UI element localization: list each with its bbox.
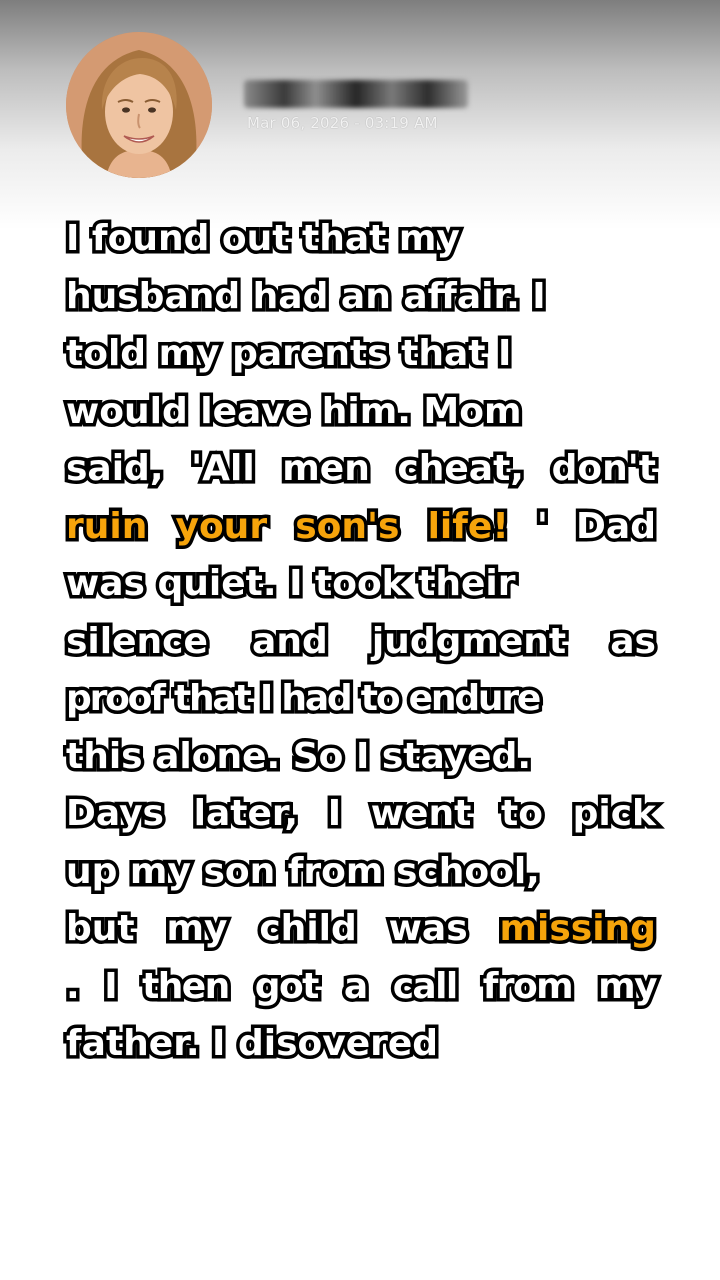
story-text xyxy=(66,210,656,1073)
story-word: child xyxy=(259,908,357,949)
story-word: told my parents that I xyxy=(66,333,512,374)
story-line xyxy=(66,268,656,326)
story-line xyxy=(66,728,656,786)
highlighted-word: your xyxy=(175,505,268,547)
story-word: a xyxy=(343,965,367,1007)
story-word: 'All xyxy=(191,448,255,489)
story-word: then xyxy=(142,965,229,1007)
story-line xyxy=(66,440,656,498)
story-word: father. I disovered xyxy=(66,1023,439,1064)
story-word: men xyxy=(282,448,370,489)
story-word: Dad xyxy=(576,505,656,547)
story-word: and xyxy=(252,620,328,662)
story-line xyxy=(66,900,656,958)
story-word: later, xyxy=(193,793,299,834)
story-line xyxy=(66,383,656,441)
story-word: I xyxy=(327,793,342,834)
highlighted-word: life! xyxy=(427,505,509,547)
story-word: I xyxy=(104,965,117,1007)
story-word: from xyxy=(482,965,573,1007)
highlighted-word: ruin xyxy=(66,505,148,547)
story-line xyxy=(66,210,656,268)
story-word: would leave him. Mom xyxy=(66,390,522,432)
story-word: call xyxy=(392,965,457,1007)
story-word: don't xyxy=(551,448,656,489)
story-word: to xyxy=(500,793,543,834)
story-word: silence xyxy=(66,620,208,662)
story-word: was quiet. I took their xyxy=(66,563,516,604)
story-word: proof that I had to endure xyxy=(66,678,540,719)
story-line xyxy=(66,958,656,1016)
story-word: up my son from school, xyxy=(66,850,540,892)
story-line xyxy=(66,498,656,556)
story-word: Days xyxy=(66,793,164,834)
highlighted-word: son's xyxy=(295,505,400,547)
post-header xyxy=(0,0,720,200)
story-word: . xyxy=(66,965,79,1007)
story-word: judgment xyxy=(371,620,567,662)
username[interactable] xyxy=(244,80,468,108)
story-word: pick xyxy=(572,793,656,834)
story-word: was xyxy=(388,908,468,949)
story-word: as xyxy=(610,620,656,662)
story-word: husband had an affair. I xyxy=(66,275,546,317)
story-line xyxy=(66,613,656,671)
highlighted-word: missing xyxy=(499,908,656,949)
story-line xyxy=(66,785,656,843)
story-word: my xyxy=(166,908,228,949)
post-timestamp: Mar 06, 2026 - 03:19 AM xyxy=(247,114,438,132)
story-word: I found out that my xyxy=(66,218,460,259)
story-word: said, xyxy=(66,448,164,489)
story-line xyxy=(66,555,656,613)
story-line xyxy=(66,670,656,728)
story-line xyxy=(66,1015,656,1073)
story-word: but xyxy=(66,908,135,949)
story-word: cheat, xyxy=(397,448,524,489)
story-word: got xyxy=(254,965,318,1007)
story-word: ' xyxy=(536,505,548,547)
story-word: this alone. So I stayed. xyxy=(66,735,532,777)
story-word: went xyxy=(370,793,472,834)
story-line xyxy=(66,325,656,383)
avatar[interactable] xyxy=(66,32,212,178)
avatar-photo-icon xyxy=(66,32,212,178)
story-line xyxy=(66,843,656,901)
story-word: my xyxy=(598,965,656,1007)
